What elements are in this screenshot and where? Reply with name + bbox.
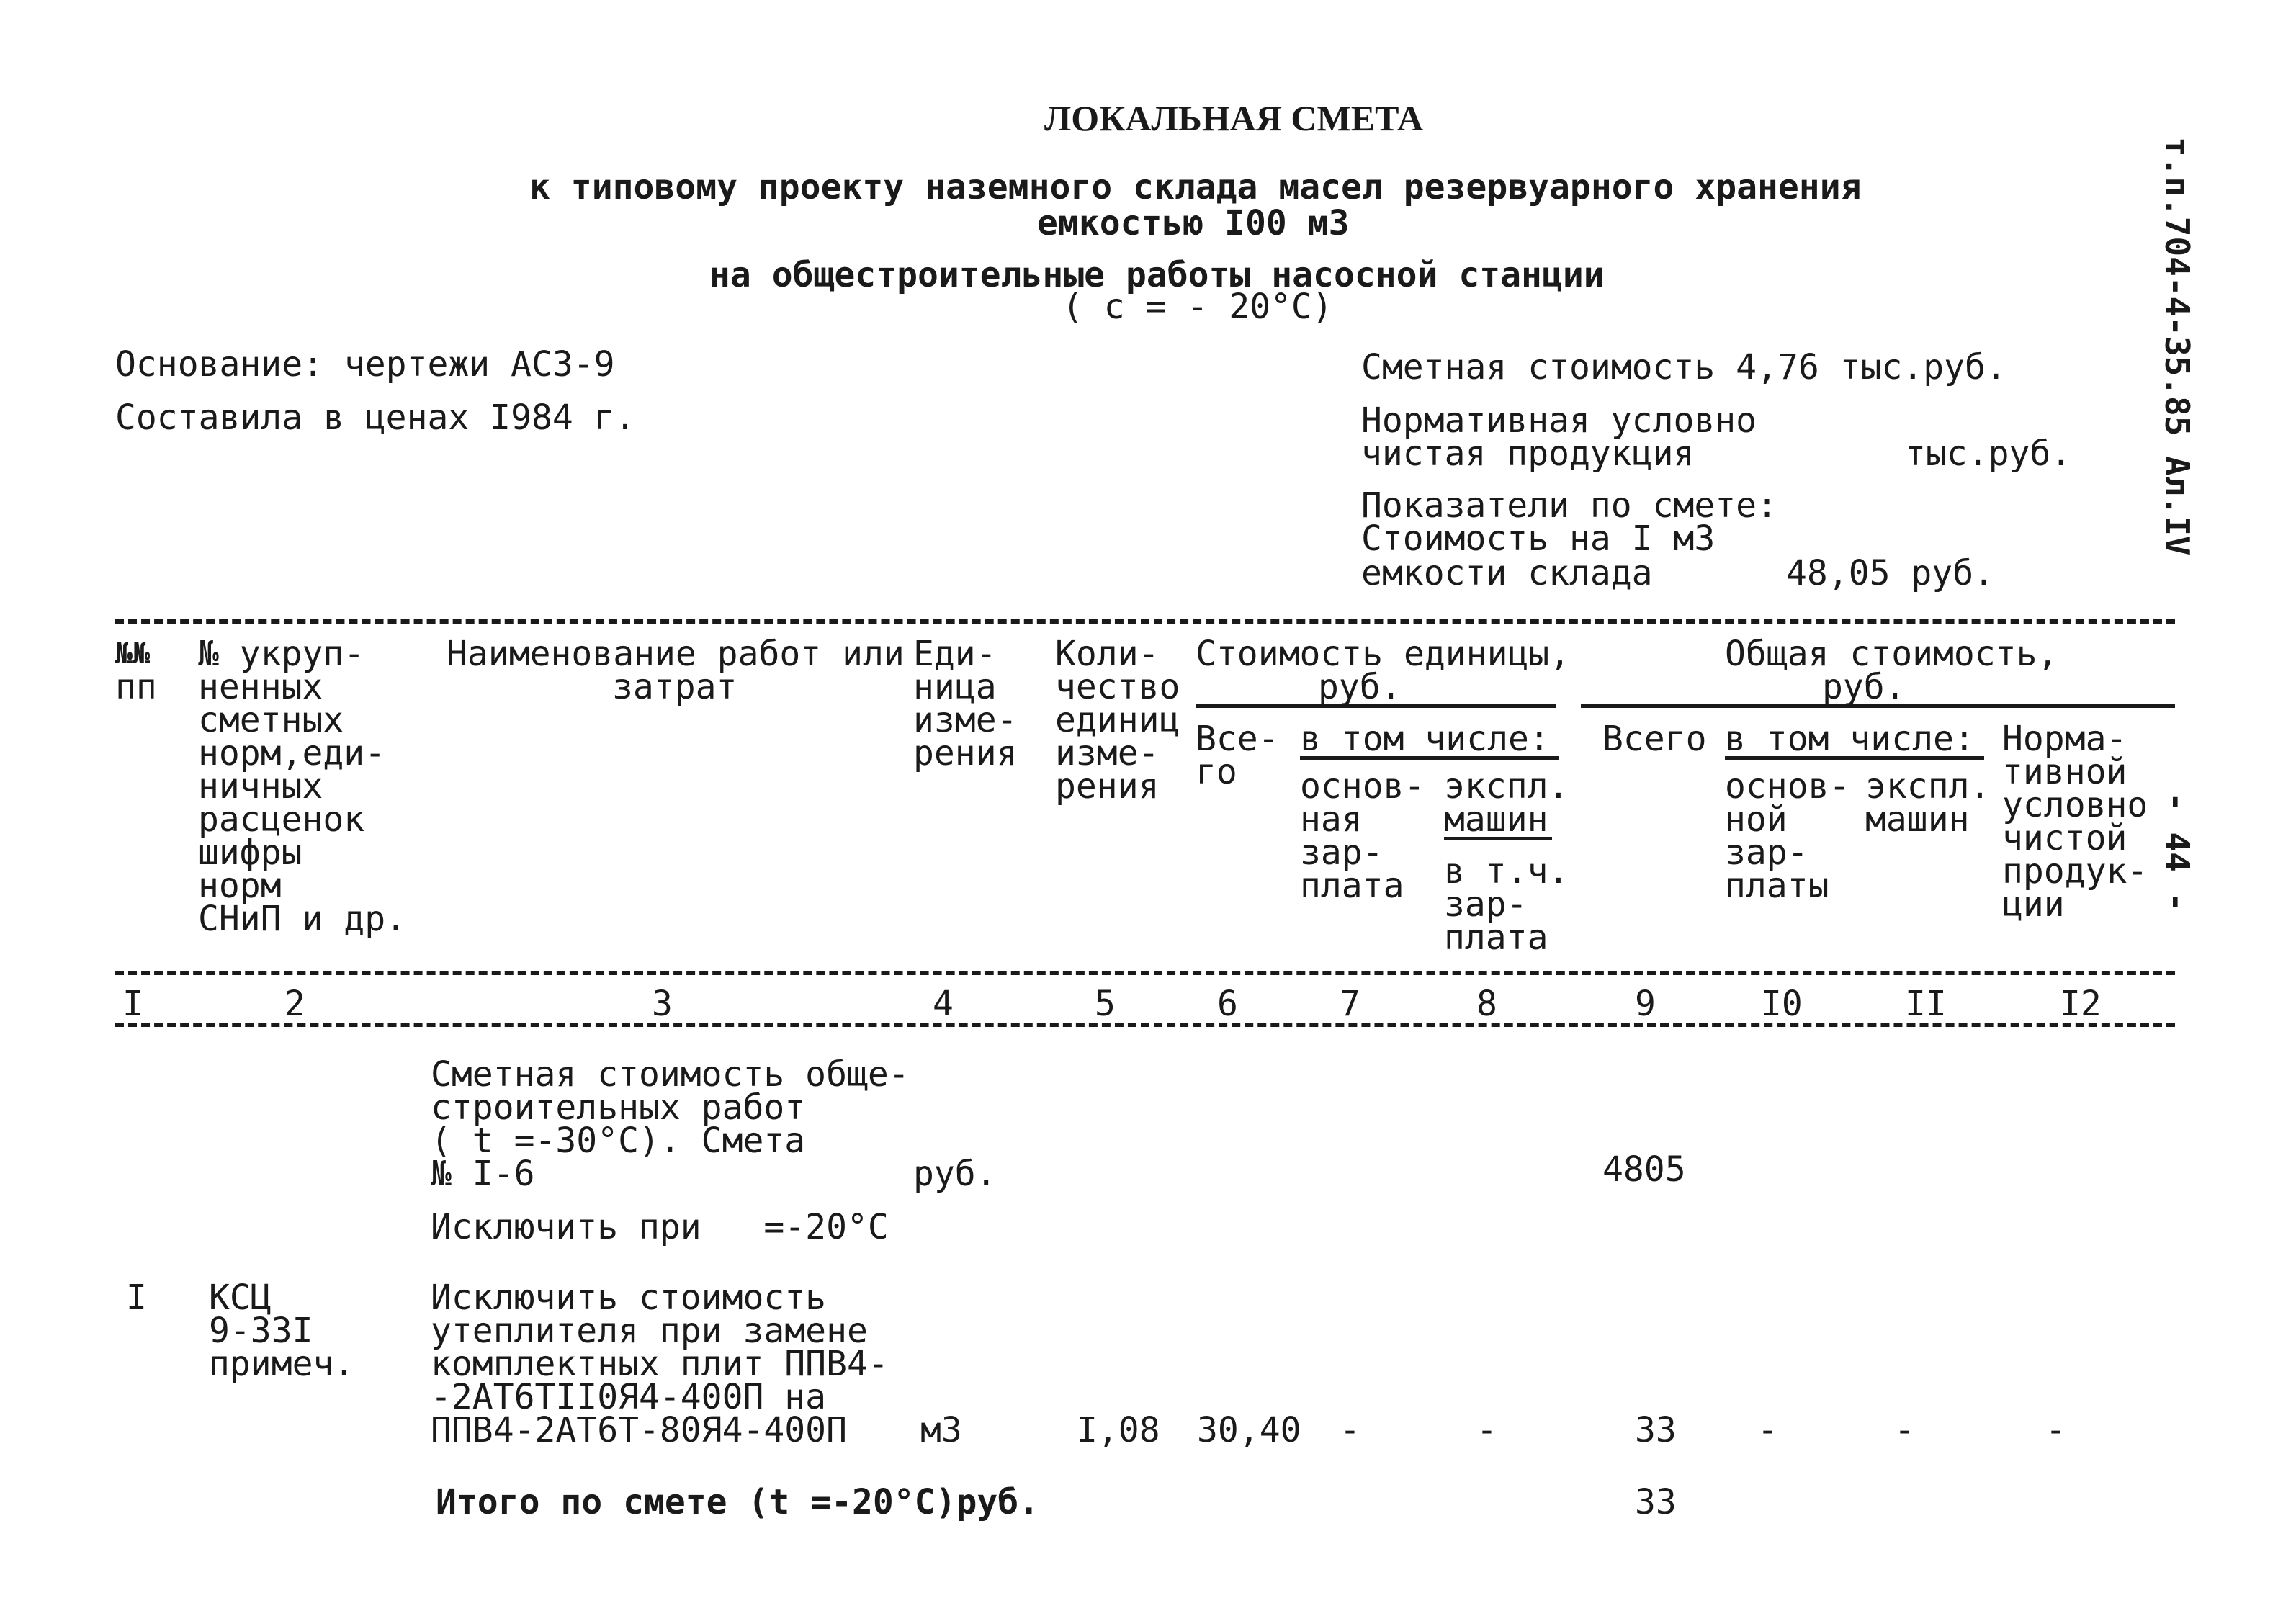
col8-header-top-1: машин — [1444, 799, 1548, 840]
col12-header-3: чистой — [2002, 818, 2127, 858]
col12-header-0: Норма- — [2002, 719, 2127, 759]
total-row-total: 33 — [1635, 1482, 1677, 1522]
row2-qty: I,08 — [1077, 1410, 1160, 1450]
prices-text: Составила в ценах I984 г. — [115, 398, 636, 438]
column-number: II — [1905, 984, 1947, 1024]
row2-code-2: примеч. — [209, 1344, 355, 1384]
column-number: I — [122, 984, 143, 1024]
col5-header-2: единиц — [1055, 700, 1180, 740]
row2-total: 33 — [1635, 1410, 1677, 1450]
unit-incl-rule — [1300, 756, 1559, 760]
col11-header-0: экспл. — [1865, 766, 1991, 807]
col2-header-0: № укруп- — [198, 634, 365, 674]
col1-header-0: №№ — [115, 637, 151, 670]
row1-name-0: Сметная стоимость обще- — [431, 1054, 910, 1095]
basis-text: Основание: чертежи АС3-9 — [115, 344, 615, 385]
column-number: I0 — [1761, 984, 1803, 1024]
col3-header-1: затрат — [612, 667, 737, 707]
col10-header-2: зар- — [1725, 832, 1808, 873]
col4-header-2: изме- — [913, 700, 1018, 740]
row2-num: I — [126, 1278, 147, 1318]
col10-header-1: ной — [1725, 799, 1788, 840]
cost-per-m3-value: 48,05 руб. — [1786, 553, 1994, 593]
row1-name-2: ( t =-30°С). Смета — [431, 1121, 806, 1161]
indicators-text: Показатели по смете: — [1361, 485, 1777, 526]
total-incl-header: в том числе: — [1725, 719, 1975, 759]
page-number-label: - 44 - — [2158, 792, 2197, 912]
col5-header-4: рения — [1055, 766, 1160, 807]
column-number: I2 — [2060, 984, 2102, 1024]
col2-header-8: СНиП и др. — [198, 899, 406, 939]
col12-header-5: ции — [2002, 884, 2065, 925]
row2-total-machine: - — [1894, 1410, 1915, 1450]
row2-unit: м3 — [920, 1410, 962, 1450]
col10-header-0: основ- — [1725, 766, 1850, 807]
subtitle-line-1: к типовому проекту наземного склада масел резервуарного хранения — [529, 167, 1862, 207]
col12-header-4: продук- — [2002, 851, 2148, 892]
col7-header-2: зар- — [1300, 832, 1384, 873]
col2-header-4: ничных — [198, 766, 323, 807]
col1-header-1: пп — [115, 667, 157, 707]
row2-name-2: комплектных плит ППВ4- — [431, 1344, 889, 1384]
col7-header-3: плата — [1300, 866, 1404, 906]
row2-unit-machine: - — [1476, 1410, 1497, 1450]
col8-header-bottom-1: зар- — [1444, 884, 1528, 925]
row2-name-0: Исключить стоимость — [431, 1278, 827, 1318]
subtitle-line-2: емкостью I00 м3 — [1037, 203, 1350, 243]
row2-total-wage: - — [1757, 1410, 1778, 1450]
column-number: 6 — [1217, 984, 1238, 1024]
col6-header-1: го — [1196, 752, 1237, 792]
column-number: 2 — [284, 984, 305, 1024]
row1-unit: руб. — [913, 1154, 997, 1194]
row2-code-1: 9-33I — [209, 1311, 313, 1351]
cost-per-m3-line-1: Стоимость на I м3 — [1361, 519, 1716, 559]
total-row-label: Итого по смете (t =-20°С)руб. — [436, 1482, 1040, 1522]
project-code-label: т.п.704-4-35.85 Ал.IV — [2158, 137, 2197, 556]
total-cost-group-unit: руб. — [1822, 667, 1906, 707]
column-number: 9 — [1635, 984, 1656, 1024]
row2-name-1: утеплителя при замене — [431, 1311, 868, 1351]
row2-code-0: КСЦ — [209, 1278, 272, 1318]
col12-header-2: условно — [2002, 785, 2148, 825]
row2-name-3: -2АТ6ТII0Я4-400П на — [431, 1377, 827, 1417]
table-top-rule — [115, 619, 2175, 624]
col8-header-top-0: экспл. — [1444, 766, 1569, 807]
unit-incl-header: в том числе: — [1300, 719, 1550, 759]
header-bottom-rule — [115, 971, 2175, 975]
col7-header-1: ная — [1300, 799, 1363, 840]
unit-cost-group-header: Стоимость единицы, — [1196, 634, 1571, 674]
col2-header-1: ненных — [198, 667, 323, 707]
col2-header-6: шифры — [198, 832, 302, 873]
total-incl-rule — [1725, 756, 1984, 760]
normative-unit: тыс.руб. — [1905, 434, 2072, 474]
col4-header-1: ница — [913, 667, 997, 707]
col2-header-5: расценок — [198, 799, 365, 840]
subtitle-line-3: на общестроительные работы насосной станции — [709, 255, 1605, 295]
estimated-cost-text: Сметная стоимость 4,76 тыс.руб. — [1361, 347, 2006, 387]
column-number: 7 — [1340, 984, 1360, 1024]
total-cost-group-header: Общая стоимость, — [1725, 634, 2058, 674]
total-cost-group-rule — [1581, 704, 2175, 708]
normative-line-1: Нормативная условно — [1361, 400, 1757, 441]
normative-line-2: чистая продукция — [1361, 434, 1695, 474]
col4-header-3: рения — [913, 733, 1018, 773]
col5-header-1: чество — [1055, 667, 1180, 707]
col5-header-3: изме- — [1055, 733, 1160, 773]
row2-unit-wage: - — [1340, 1410, 1360, 1450]
col6-header-0: Все- — [1196, 719, 1279, 759]
row1-name-1: строительных работ — [431, 1087, 806, 1128]
column-numbers-rule — [115, 1023, 2175, 1027]
column-number: 5 — [1095, 984, 1116, 1024]
col8-header-bottom-2: плата — [1444, 917, 1548, 958]
col2-header-2: сметных — [198, 700, 344, 740]
col12-header-1: тивной — [2002, 752, 2127, 792]
unit-cost-group-unit: руб. — [1318, 667, 1402, 707]
unit-cost-group-rule — [1196, 704, 1556, 708]
col8-header-bottom-0: в т.ч. — [1444, 851, 1569, 892]
row2-total-normative: - — [2045, 1410, 2066, 1450]
cost-per-m3-line-2: емкости склада — [1361, 553, 1653, 593]
col2-header-3: норм,еди- — [198, 733, 386, 773]
exclude-note: Исключить при =-20°С — [431, 1207, 889, 1247]
column-number: 4 — [933, 984, 954, 1024]
subtitle-line-4: ( с = - 20°С) — [1062, 287, 1333, 327]
col2-header-7: норм — [198, 866, 282, 906]
col5-header-0: Коли- — [1055, 634, 1160, 674]
column-number: 8 — [1476, 984, 1497, 1024]
row2-unit-total: 30,40 — [1197, 1410, 1301, 1450]
column-number: 3 — [652, 984, 673, 1024]
col4-header-0: Еди- — [913, 634, 997, 674]
row1-name-3: № I-6 — [431, 1154, 535, 1194]
col3-header-0: Наименование работ или — [447, 634, 905, 674]
document-title: ЛОКАЛЬНАЯ СМЕТА — [1044, 98, 1424, 138]
col10-header-3: платы — [1725, 866, 1829, 906]
col9-header: Всего — [1602, 719, 1707, 759]
row2-name-4: ППВ4-2АТ6Т-80Я4-400П — [431, 1410, 847, 1450]
col8-header-rule — [1444, 837, 1552, 840]
col7-header-0: основ- — [1300, 766, 1425, 807]
row1-total: 4805 — [1602, 1149, 1686, 1190]
col11-header-1: машин — [1865, 799, 1970, 840]
